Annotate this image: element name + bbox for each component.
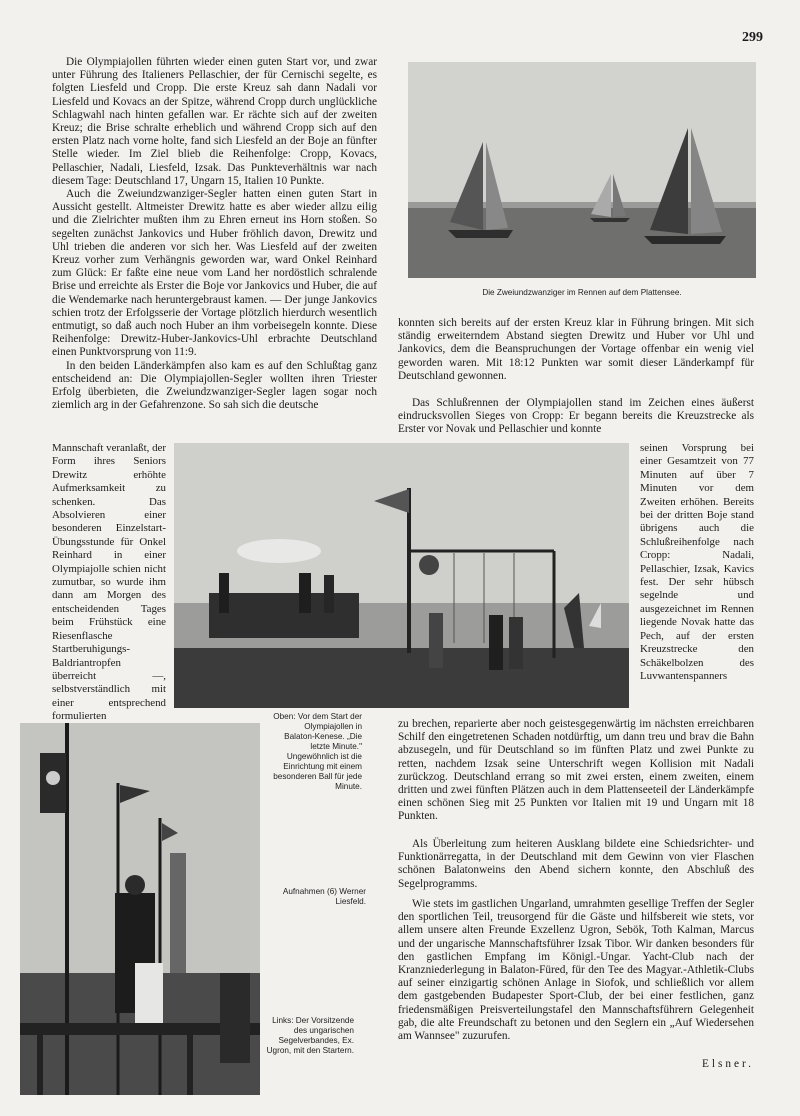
paragraph: Mannschaft veranlaßt, der Form ihres Seniors Drewitz erhöhte Aufmerksamkeit zu schenken. Das Absolvieren einer besonderen Einzelstart-Übungsstunde für Onkel Reinhard in einer Olympiajolle schien nicht zumutbar, so wurde ihm dann am Morgen des entscheidenden Tages beim Frühstück eine Riesenflasche Startberuhigungs-Baldriantropfen überreicht —, selbstverständlich mit einer entsprechend formulierten: [52, 442, 167, 723]
right-column-text-e: [398, 898, 754, 1043]
paragraph: zu brechen, reparierte aber noch geistesgegenwärtig im nächsten erreichbaren Schilf den eingetretenen Schaden notdürftig, um dann treu und brav die Bahn abzusegeln, und für Deutschland so im fünften Platz und zwei Punkte zu retten, nachdem Izsak seine Unterschrift wegen Kollision mit Nadali zurückzog. Deutschland errang so mit zwei ersten, einem zweiten, einem dritten und zwei fünften Plätzen auch in dem Plattenseeteil der Länderkämpfe einen schönen Sieg mit 25 Punkten vor Italien mit 19 und Ungarn mit 18 Punkten.: [398, 718, 754, 823]
left-column-text: [52, 56, 377, 412]
starters-photo: [20, 723, 260, 1095]
start-line-illustration: [174, 443, 629, 708]
paragraph: Die Olympiajollen führten wieder einen guten Start vor, und zwar unter Führung des Italieners Pellaschier, der für Cernischi segelte, es folgten Liesfeld und Cropp. Die erste Kreuz sah dann Nadali vor Liesfeld und Kovacs an der Spitze, während Cropp durch unglückliche Schlagwahl nach hinten gefallen war. Er rächte sich auf der zweiten Kreuz; die Brise schralte erheblich und während Cropp sich auf den ersten Platz nach vorne holte, fand sich Liesfeld an der Boje an fünfter Stelle wieder. Im Ziel blieb die Reihenfolge: Cropp, Kovacs, Pellaschier, Nadali, Liesfeld, Izsak. Das Punkteverhältnis war nach diesem Tage: Deutschland 17, Ungarn 15, Italien 10 Punkte.: [52, 56, 377, 187]
paragraph: konnten sich bereits auf der ersten Kreuz klar in Führung bringen. Mit sich ständig erweiterndem Abstand siegten Drewitz und Huber vor Uhl und Jankovics, dem die Beanspruchungen der Vortage offenbar ein wenig viel geworden waren. Mit 18:12 Punkten war somit dieser Länderkampf für Deutschland gewonnen.: [398, 317, 754, 382]
paragraph: Auch die Zweiundzwanziger-Segler hatten einen guten Start in Aussicht gestellt. Altmeister Drewitz hatte es aber wieder allzu eilig und die Zielrichter mußten ihm zu Ehren erneut ins Horn stoßen. So segelten zunächst Jankovics und Huber fröhlich davon, Drewitz und Uhl trieben die anderen vor sich her. Was Liesfeld auf der zweiten Kreuz vorher zum Verhängnis geworden war, ward Onkel Reinhard zum Glück: Er faßte eine neue vom Land her nordöstlich schralende Brise und erreichte als Erster die Boje vor Jankovics und Huber, die auf die Wendemarke nach heruntergebraust kamen. — Der junge Jankovics schien trotz der Erfolgsserie der Vortage plötzlich hierdurch wesentlich entmutigt, so daß auch noch Huber an ihm vorbeisegeln konnte. Diese Reihenfolge: Drewitz-Huber-Jankovics-Uhl erbrachte Deutschland einen Punktvorsprung von 11:9.: [52, 188, 377, 359]
middle-photo-caption: Oben: Vor dem Start der Olympiajollen in Balaton-Kenese. „Die letzte Minute." Ungewöhnlich ist die Einrichtung mit einem besonderen Ball für jede Minute.: [273, 712, 362, 791]
sailboats-illustration: [408, 62, 756, 278]
paragraph: Wie stets im gastlichen Ungarland, umrahmten gesellige Treffen der Segler den sportlichen Teil, treusorgend für die Gäste und hilfsbereit wie stets, vor allem unsere alten Freunde Exzellenz Ugron, Sebök, Toth Kalman, Marcus und der ungarische Mannschaftsführer Izsak Tibor. Wir danken besonders für den gastlichen Empfang im Königl.-Ungar. Yacht-Club nach der Kranzniederlegung in Balaton-Füred, für den Tee des Magyar.-Athletik-Clubs auf seiner einzigartig schönen Anlage in Siofok, und schließlich vor allem dem gastgebenden Budapester Sport-Club, der bei einer festlichen, ganz friedensmäßigen Preisverteilungstafel den Mannschaftsführern Gelegenheit gab, die alte Freundschaft zu betonen und den Seglern ein „Auf Wiedersehen am Wannsee" zuzurufen.: [398, 898, 754, 1043]
start-line-photo: [174, 443, 629, 708]
paragraph: In den beiden Länderkämpfen also kam es auf den Schlußtag ganz entscheidend an: Die Olympiajollen-Segler wollten ihren Triester Erfolg überbieten, die Zweiundzwanziger-Segler lagen sogar noch ziemlich arg in der Gefahrenzone. So sah sich die deutsche: [52, 359, 377, 412]
photo-credit: Aufnahmen (6) Werner Liesfeld.: [282, 887, 366, 906]
right-column-text-b: [398, 397, 754, 437]
top-photo-caption: Die Zweiundzwanziger im Rennen auf dem Plattensee.: [482, 288, 682, 297]
right-column-text-c: [398, 718, 754, 824]
page-number: 299: [742, 30, 763, 45]
right-narrow-column-text: [640, 442, 754, 683]
author-signature: Elsner.: [701, 1058, 754, 1070]
sailboats-photo: [408, 62, 756, 278]
paragraph: Als Überleitung zum heiteren Ausklang bildete eine Schiedsrichter- und Funktionärregatta, in der Deutschland mit dem Gewinn von vier Flaschen schönen Balatonweins den Abend sichern konnte, den Abschluß des Segelprogramms.: [398, 838, 754, 890]
paragraph: seinen Vorsprung bei einer Gesamtzeit von 77 Minuten auf über 7 Minuten vor dem Zweiten erhöhen. Bereits bei der dritten Boje stand übrigens auch die Schlußreihenfolge nach Cropp: Nadali, Pellaschier, Izsak, Kavics fest. Der sehr hübsch segelnde und ausgezeichnet im Rennen liegende Novak hatte das Pech, auf der ersten Kreuzstrecke den Schäkelbolzen des Luvwantenspanners: [640, 442, 754, 682]
starters-illustration: [20, 723, 260, 1095]
paragraph: Das Schlußrennen der Olympiajollen stand im Zeichen eines äußerst eindrucksvollen Sieges von Cropp: Er begann bereits die Kreuzstrecke als Erster vor Novak und Pellaschier und konnte: [398, 397, 754, 436]
right-column-text-d: [398, 838, 754, 891]
right-column-text-a: [398, 317, 754, 383]
bottom-photo-caption: Links: Der Vorsitzende des ungarischen Segelverbandes, Ex. Ugron, mit den Startern.: [266, 1016, 354, 1055]
